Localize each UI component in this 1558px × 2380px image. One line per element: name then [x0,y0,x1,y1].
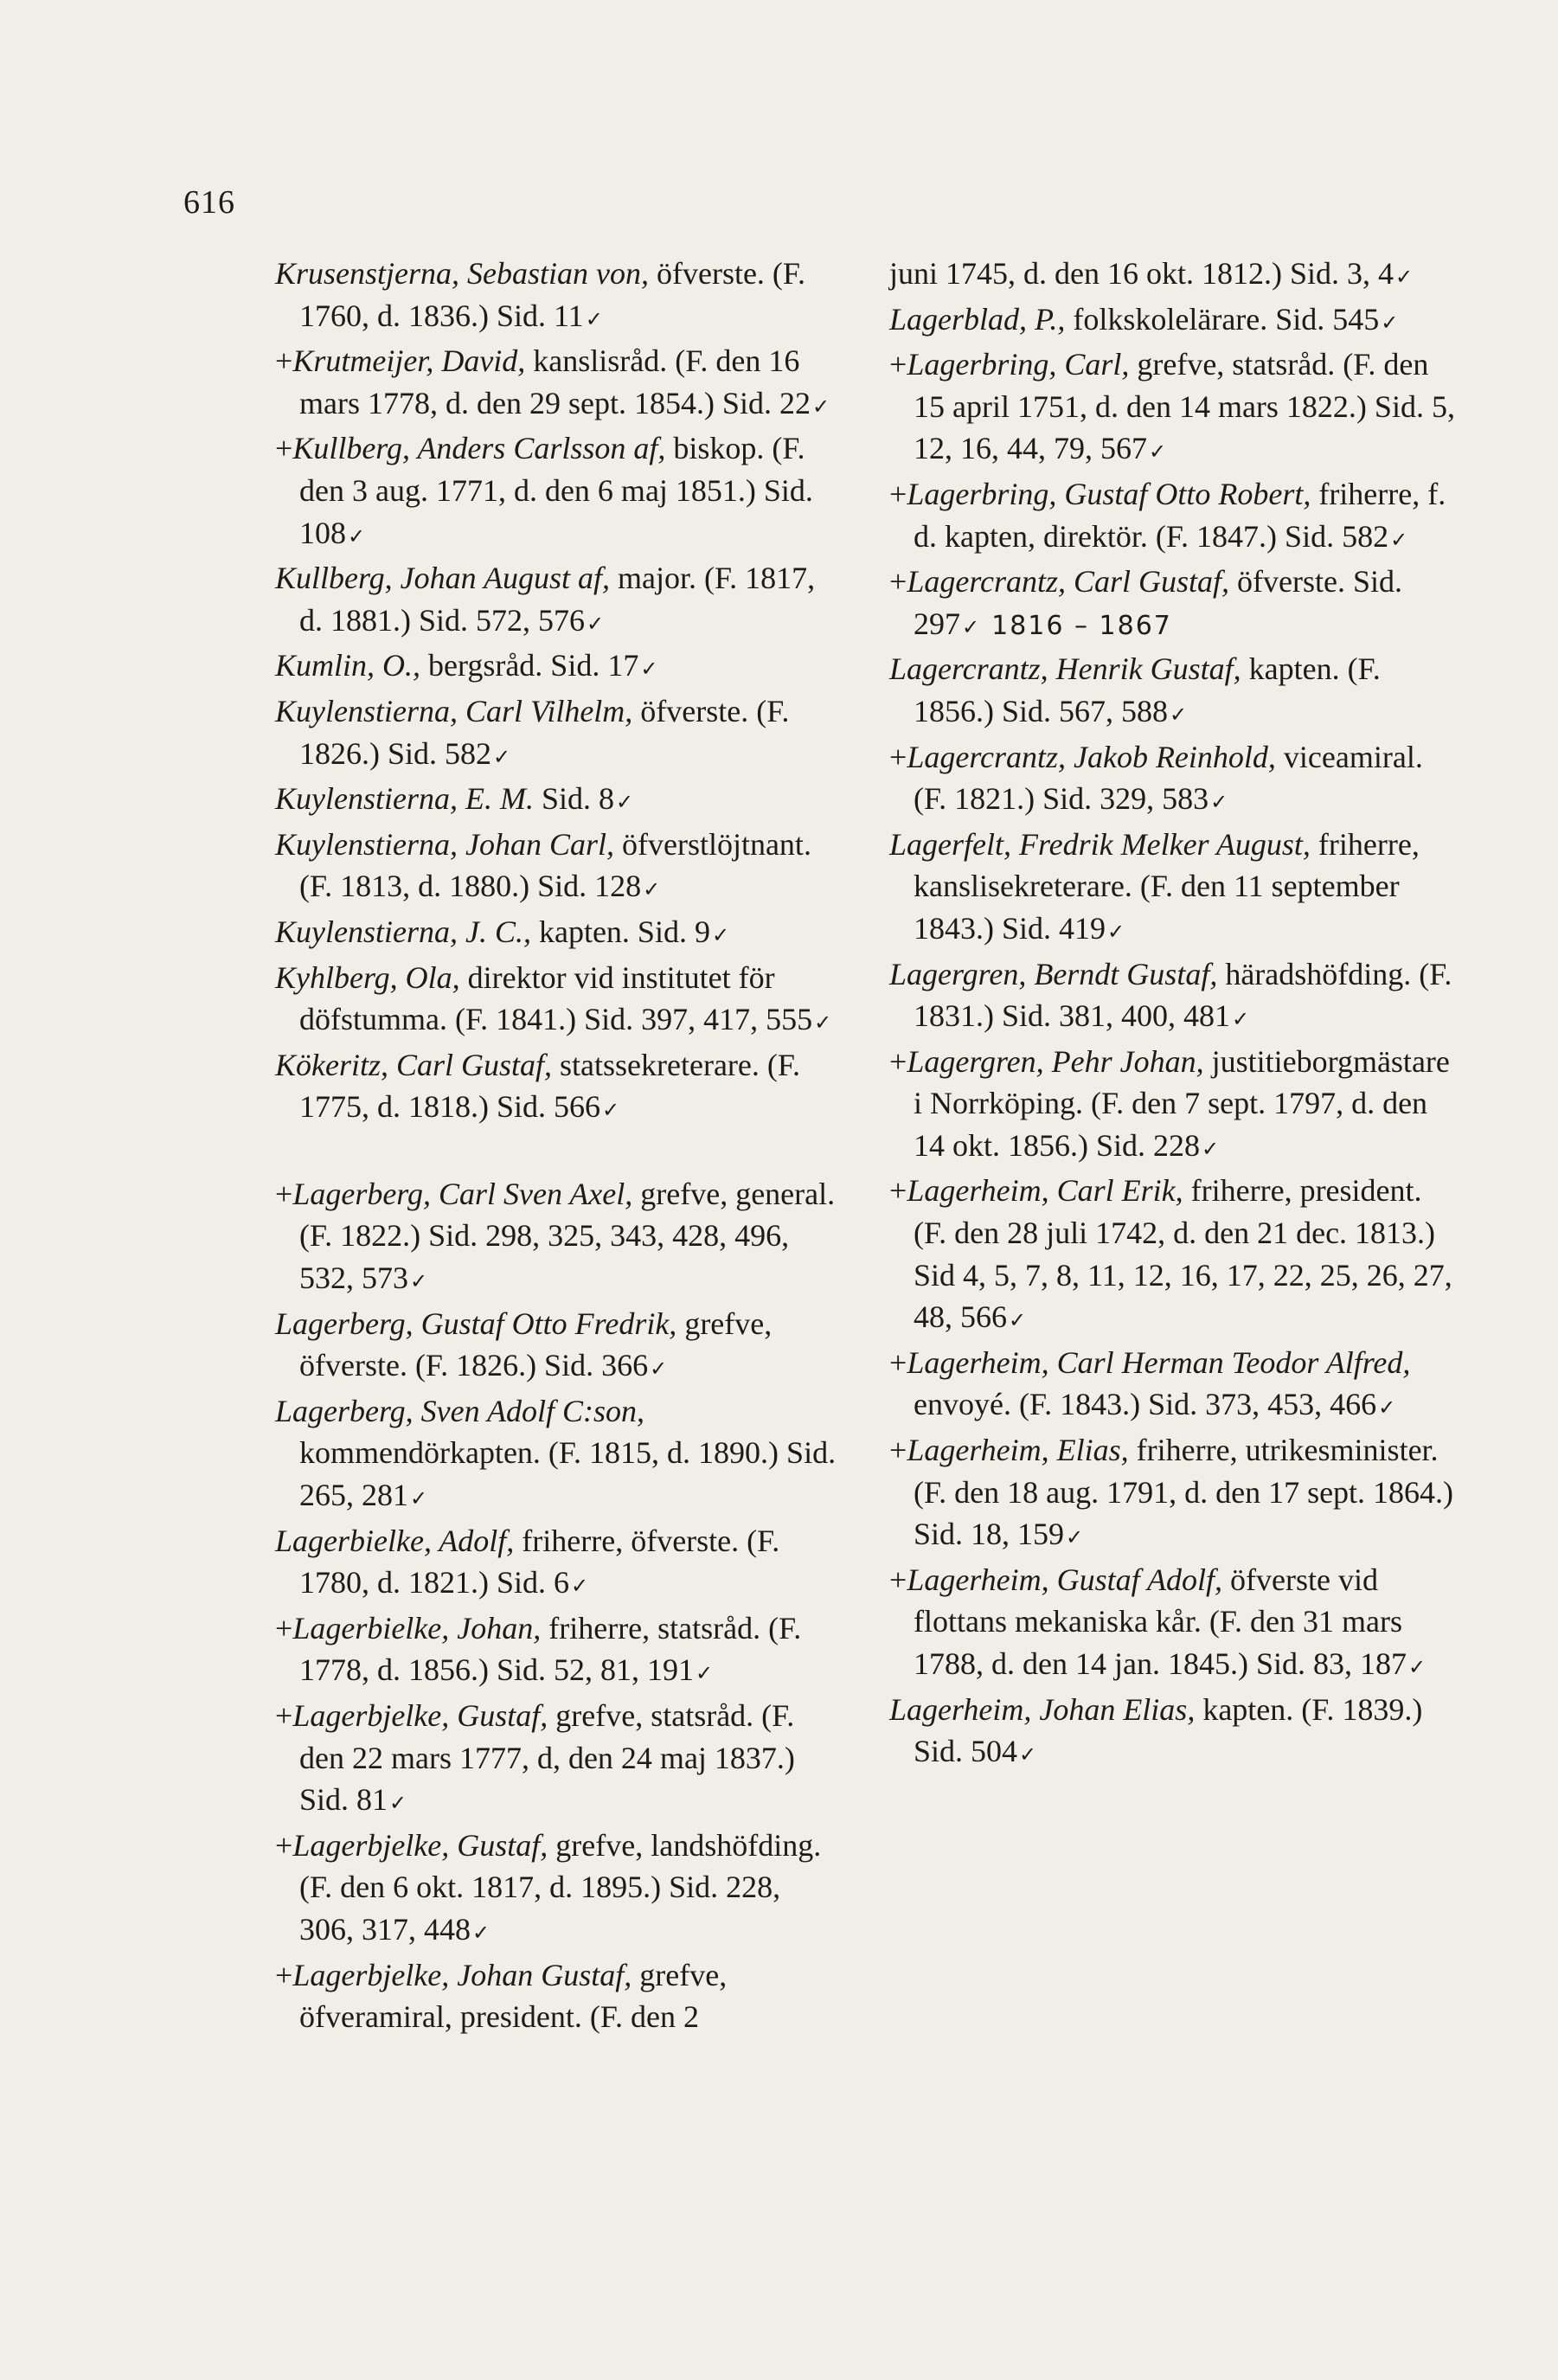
entry-name: Lagerberg, Gustaf Otto Fredrik, [275,1305,677,1341]
index-entry [275,824,842,911]
deceased-mark: + [889,1433,907,1468]
entry-name: Kuylenstierna, J. C., [275,914,531,949]
index-entry [889,561,1456,648]
entry-name: Lagerfelt, Fredrik Melker August, [889,826,1311,862]
check-mark: ✓ [472,1920,490,1945]
index-entry [275,690,842,778]
entry-name: Lagerbjelke, Johan Gustaf, [292,1957,632,1992]
entry-details: bergsråd. Sid. 17 [420,648,639,683]
check-mark: ✓ [640,657,658,682]
index-entry [275,1607,842,1695]
check-mark: ✓ [587,611,605,636]
check-mark: ✓ [602,1098,620,1123]
index-entry [275,1695,842,1825]
entry-name: Lagergren, Berndt Gustaf, [889,956,1218,991]
index-entry [889,1041,1456,1171]
entry-details: friherre, kanslisekreterare. (F. den 11 september 1843.) Sid. 419 [914,826,1420,946]
entry-details: kommendörkapten. (F. 1815, d. 1890.) Sid. 265, 281 [299,1435,837,1513]
index-column-left [275,253,842,2042]
entry-name: Kumlin, O., [275,648,421,683]
check-mark: ✓ [1407,1655,1427,1679]
entry-details: justitieborgmästare i Norrköping. (F. den 7 sept. 1797, d. den 14 okt. 1856.) Sid. 228 [914,1043,1450,1163]
check-mark: ✓ [410,1269,428,1294]
entry-details: friherre, utrikesminister. (F. den 18 aug. 1791, d. den 17 sept. 1864.) Sid. 18, 159 [914,1433,1454,1552]
deceased-mark: + [889,564,907,600]
index-entry [889,1170,1456,1341]
entry-name: Kullberg, Johan August af, [275,561,610,596]
entry-details: grefve, statsråd. (F. den 15 april 1751, d. den 14 mars 1822.) Sid. 5, 12, 16, 44, 79, 567 [914,347,1455,466]
entry-details: grefve, landshöfding. (F. den 6 okt. 1817, d. 1895.) Sid. 228, 306, 317, 448 [299,1827,822,1947]
entry-details: grefve, öfverste. (F. 1826.) Sid. 366 [299,1305,773,1383]
index-entry [275,1954,842,2042]
index-entry [889,953,1456,1041]
check-mark: ✓ [696,1661,714,1686]
index-entry [889,736,1456,824]
entry-name: Lagercrantz, Henrik Gustaf, [889,651,1241,687]
index-entry [275,1825,842,1954]
check-mark: ✓ [1390,527,1408,552]
index-entry [889,298,1456,344]
entry-details: major. (F. 1817, d. 1881.) Sid. 572, 576 [299,561,816,638]
entry-name: Kuylenstierna, Johan Carl, [275,826,614,862]
check-mark: ✓ [1202,1136,1220,1161]
handwritten-note: 1816 – 1867 [991,610,1172,641]
index-entry [889,473,1456,561]
index-entry [275,911,842,957]
entry-details: kapten. (F. 1856.) Sid. 567, 588 [914,651,1381,728]
entry-name: Lagerbjelke, Gustaf, [292,1827,548,1863]
index-entry [889,648,1456,735]
entry-name: Lagerbring, Gustaf Otto Robert, [907,476,1311,511]
check-mark: ✓ [389,1791,407,1816]
entry-name: Krutmeijer, David, [292,343,526,379]
entry-name: Lagerbielke, Johan, [292,1610,542,1645]
page-number: 616 [183,184,235,221]
index-entry [275,1303,842,1390]
check-mark: ✓ [493,744,511,769]
entry-name: Kökeritz, Carl Gustaf, [275,1047,553,1082]
check-mark: ✓ [962,614,980,639]
entry-details: statssekreterare. (F. 1775, d. 1818.) Sid. 566 [299,1047,801,1125]
index-entry [275,557,842,645]
entry-details: kanslisråd. (F. den 16 mars 1778, d. den 29 sept. 1854.) Sid. 22 [299,343,811,420]
entry-name: Lagerbielke, Adolf, [275,1523,515,1558]
entry-name: Krusenstjerna, Sebastian von, [275,256,649,291]
deceased-mark: + [275,431,293,466]
deceased-mark: + [275,343,293,379]
index-entry [275,1390,842,1520]
entry-name: Lagerberg, Sven Adolf C:son, [275,1393,644,1428]
entry-name: Kuylenstierna, E. M. [275,781,534,817]
deceased-mark: + [889,1173,907,1209]
entry-name: Kyhlberg, Ola, [275,959,460,995]
entry-details: kapten. (F. 1839.) Sid. 504 [914,1691,1423,1769]
check-mark: ✓ [1066,1525,1084,1550]
entry-name: Lagerberg, Carl Sven Axel, [292,1176,633,1211]
entry-name: Lagerheim, Elias, [907,1433,1129,1468]
index-entry [275,427,842,557]
entry-details: öfverstlöjtnant. (F. 1813, d. 1880.) Sid. 128 [299,826,811,904]
index-entry [275,1173,842,1303]
deceased-mark: + [889,1043,907,1079]
entry-details: juni 1745, d. den 16 okt. 1812.) Sid. 3, 4 [889,256,1394,291]
entry-details: öfverste. (F. 1760, d. 1836.) Sid. 11 [299,256,806,333]
entry-name: Lagerheim, Carl Erik, [907,1173,1183,1209]
entry-name: Lagerbring, Carl, [907,347,1130,382]
index-entry [889,1559,1456,1689]
entry-name: Lagercrantz, Carl Gustaf, [907,564,1230,600]
index-entry [889,253,1456,298]
entry-details: kapten. Sid. 9 [530,914,710,949]
entry-name: Lagerbjelke, Gustaf, [292,1698,548,1733]
entry-name: Lagercrantz, Jakob Reinhold, [907,739,1276,774]
entry-details: öfverste. Sid. 297 [914,564,1402,641]
index-entry [275,340,842,427]
entry-details: öfverste. (F. 1826.) Sid. 582 [299,693,790,771]
entry-details: grefve, öfveramiral, president. (F. den 2 [299,1957,728,2035]
check-mark: ✓ [1019,1742,1037,1767]
check-mark: ✓ [811,394,830,419]
index-entry [275,253,842,340]
entry-details: folkskolelärare. Sid. 545 [1065,301,1380,337]
entry-name: Kullberg, Anders Carlsson af, [292,431,666,466]
entry-details: öfverste vid flottans mekaniska kår. (F. den 31 mars 1788, d. den 14 jan. 1845.) Sid. 83, 187 [914,1562,1407,1681]
entry-details: Sid. 8 [533,781,614,817]
index-entry [889,824,1456,953]
entry-name: Kuylenstierna, Carl Vilhelm, [275,693,633,728]
entry-details: direktor vid institutet för döfstumma. (F. 1841.) Sid. 397, 417, 555 [299,959,813,1037]
index-entry [275,645,842,690]
entry-details: envoyé. (F. 1843.) Sid. 373, 453, 466 [914,1387,1377,1422]
entry-details: grefve, general. (F. 1822.) Sid. 298, 325, 343, 428, 496, 532, 573 [299,1176,836,1296]
check-mark: ✓ [410,1486,428,1511]
entry-details: viceamiral. (F. 1821.) Sid. 329, 583 [914,739,1423,817]
entry-details: friherre, f. d. kapten, direktör. (F. 1847.) Sid. 582 [914,476,1446,554]
index-entry [275,778,842,824]
check-mark: ✓ [1210,790,1228,815]
check-mark: ✓ [711,922,730,947]
index-entry [275,957,842,1044]
entry-details: friherre, statsråd. (F. 1778, d. 1856.) Sid. 52, 81, 191 [299,1610,802,1688]
check-mark: ✓ [348,523,366,548]
deceased-mark: + [889,739,907,774]
deceased-mark: + [275,1176,293,1211]
deceased-mark: + [275,1957,293,1992]
deceased-mark: + [275,1698,293,1733]
deceased-mark: + [275,1827,293,1863]
index-entry [889,1689,1456,1776]
index-entry [275,1044,842,1132]
deceased-mark: + [889,1344,907,1380]
check-mark: ✓ [650,1357,668,1382]
check-mark: ✓ [615,790,634,815]
check-mark: ✓ [1381,310,1399,335]
check-mark: ✓ [585,306,603,331]
entry-details: grefve, statsråd. (F. den 22 mars 1777, d, den 24 maj 1837.) Sid. 81 [299,1698,795,1818]
entry-details: häradshöfding. (F. 1831.) Sid. 381, 400, 481 [914,956,1452,1034]
entry-name: Lagergren, Pehr Johan, [907,1043,1204,1079]
check-mark: ✓ [814,1010,832,1036]
entry-details: friherre, president. (F. den 28 juli 1742, d. den 21 dec. 1813.) Sid 4, 5, 7, 8, 11, 12, 16, 17, 22, 25, 26, 27, 48, 566 [914,1173,1452,1335]
check-mark: ✓ [643,877,661,902]
check-mark: ✓ [1395,265,1414,289]
check-mark: ✓ [571,1574,589,1599]
deceased-mark: + [889,1562,907,1597]
index-entry [889,343,1456,473]
entry-name: Lagerheim, Carl Herman Teodor Alfred, [907,1344,1411,1380]
entry-details: biskop. (F. den 3 aug. 1771, d. den 6 maj 1851.) Sid. 108 [299,431,813,550]
index-column-right [889,253,1456,1776]
check-mark: ✓ [1149,439,1167,465]
index-entry [889,1429,1456,1559]
index-entry [889,1342,1456,1429]
check-mark: ✓ [1378,1395,1396,1421]
check-mark: ✓ [1107,919,1125,944]
entry-name: Lagerblad, P., [889,301,1066,337]
index-entry [275,1520,842,1607]
check-mark: ✓ [1170,702,1188,727]
check-mark: ✓ [1009,1308,1027,1333]
entry-name: Lagerheim, Johan Elias, [889,1691,1196,1727]
deceased-mark: + [889,347,907,382]
entry-details: friherre, öfverste. (F. 1780, d. 1821.) Sid. 6 [299,1523,780,1601]
deceased-mark: + [889,476,907,511]
check-mark: ✓ [1232,1007,1250,1032]
deceased-mark: + [275,1610,293,1645]
entry-name: Lagerheim, Gustaf Adolf, [907,1562,1223,1597]
